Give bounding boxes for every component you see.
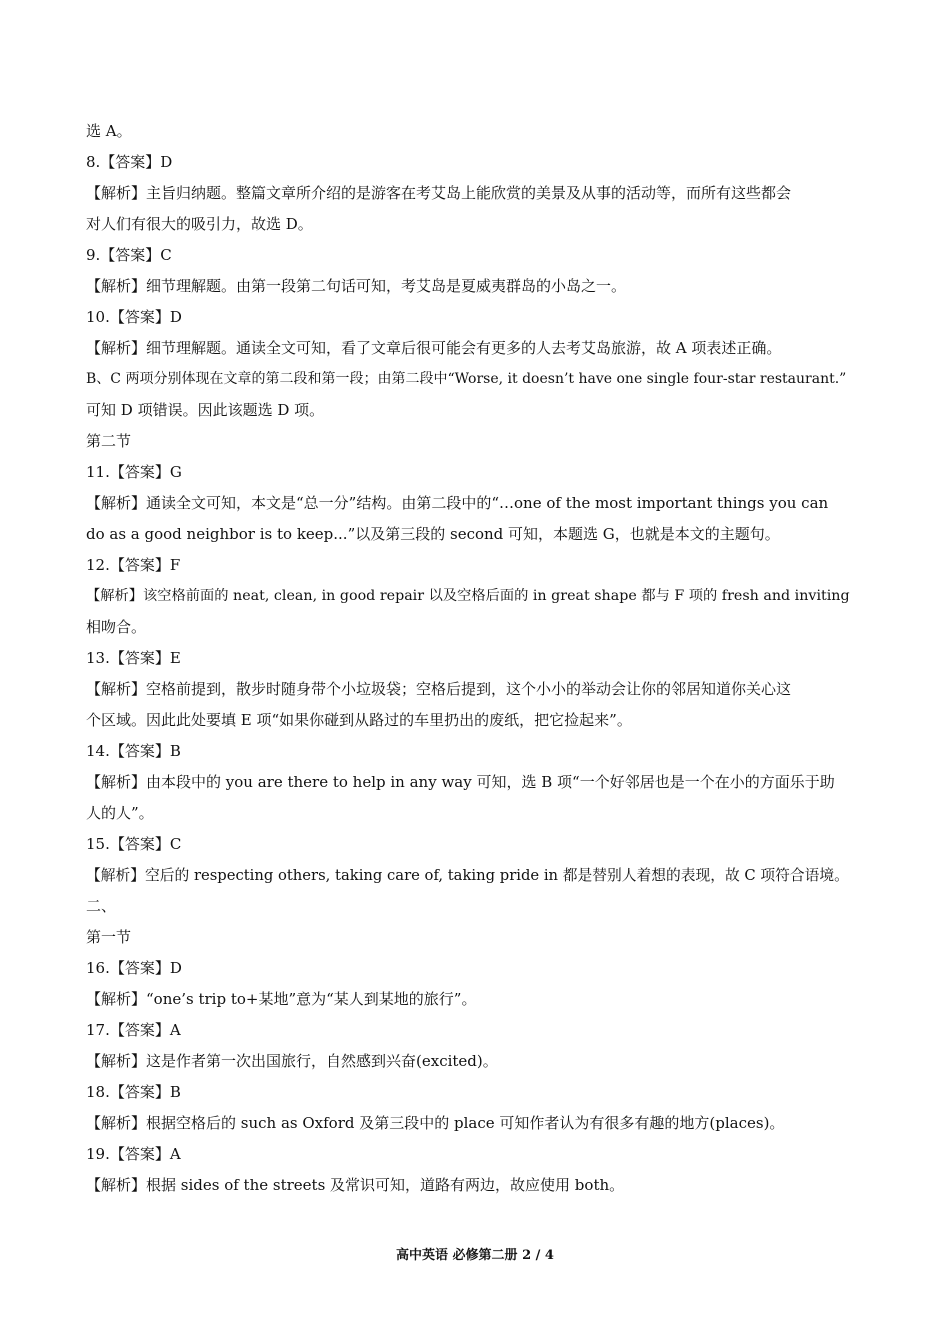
answer-line: 15.【答案】C <box>86 835 182 853</box>
analysis-line: 相吻合。 <box>86 618 147 636</box>
analysis-line: 【解析】该空格前面的 neat, clean, in good repair 以及空格后面的 in great shape 都与 F 项的 fresh and inviting <box>86 588 850 604</box>
answer-line: 14.【答案】B <box>86 742 181 760</box>
analysis-line: 对人们有很大的吸引力，故选 D。 <box>86 215 313 233</box>
answer-line: 9.【答案】C <box>86 246 172 264</box>
text-line: 选 A。 <box>86 122 132 140</box>
analysis-line: 【解析】由本段中的 you are there to help in any way 可知，选 B 项“一个好邻居也是一个在小的方面乐于助 <box>86 773 835 791</box>
answer-analysis-body <box>86 116 856 1201</box>
analysis-line: 【解析】细节理解题。通读全文可知，看了文章后很可能会有更多的人去考艾岛旅游，故 A 项表述正确。 <box>86 339 782 357</box>
analysis-line: 【解析】“one’s trip to+某地”意为“某人到某地的旅行”。 <box>86 990 477 1008</box>
analysis-line: 人的人”。 <box>86 804 154 822</box>
analysis-line: 个区域。因此此处要填 E 项“如果你碰到从路过的车里扔出的废纸，把它捡起来”。 <box>86 711 632 729</box>
answer-line: 18.【答案】B <box>86 1083 181 1101</box>
analysis-line: B、C 两项分别体现在文章的第二段和第一段；由第二段中“Worse, it doesn’t have one single four-star restaurant.” <box>86 371 847 387</box>
answer-line: 19.【答案】A <box>86 1145 181 1163</box>
analysis-line: 【解析】空后的 respecting others, taking care of, taking pride in 都是替别人着想的表现，故 C 项符合语境。 <box>86 867 849 884</box>
section-heading: 二、 <box>86 897 117 915</box>
analysis-line: 可知 D 项错误。因此该题选 D 项。 <box>86 401 325 419</box>
analysis-line: 【解析】主旨归纳题。整篇文章所介绍的是游客在考艾岛上能欣赏的美景及从事的活动等，而所有这些都会 <box>86 184 792 202</box>
analysis-line: 【解析】根据空格后的 such as Oxford 及第三段中的 place 可知作者认为有很多有趣的地方(places)。 <box>86 1114 785 1132</box>
analysis-line: 【解析】空格前提到，散步时随身带个小垃圾袋；空格后提到，这个小小的举动会让你的邻居知道你关心这 <box>86 680 792 698</box>
analysis-line: do as a good neighbor is to keep...”以及第三段的 second 可知，本题选 G，也就是本文的主题句。 <box>86 525 780 543</box>
answer-line: 10.【答案】D <box>86 308 182 326</box>
section-heading: 第一节 <box>86 928 132 946</box>
answer-line: 8.【答案】D <box>86 153 173 171</box>
section-heading: 第二节 <box>86 432 132 450</box>
analysis-line: 【解析】细节理解题。由第一段第二句话可知，考艾岛是夏威夷群岛的小岛之一。 <box>86 277 627 295</box>
answer-line: 13.【答案】E <box>86 649 181 667</box>
analysis-line: 【解析】根据 sides of the streets 及常识可知，道路有两边，故应使用 both。 <box>86 1176 625 1194</box>
answer-line: 17.【答案】A <box>86 1021 181 1039</box>
answer-line: 12.【答案】F <box>86 556 181 574</box>
answer-line: 11.【答案】G <box>86 463 182 481</box>
analysis-line: 【解析】这是作者第一次出国旅行，自然感到兴奋(excited)。 <box>86 1052 498 1070</box>
answer-line: 16.【答案】D <box>86 959 182 977</box>
analysis-line: 【解析】通读全文可知，本文是“总一分”结构。由第二段中的“…one of the most important things you can <box>86 494 829 512</box>
page-footer: 高中英语 必修第二册 2 / 4 <box>396 1248 554 1263</box>
